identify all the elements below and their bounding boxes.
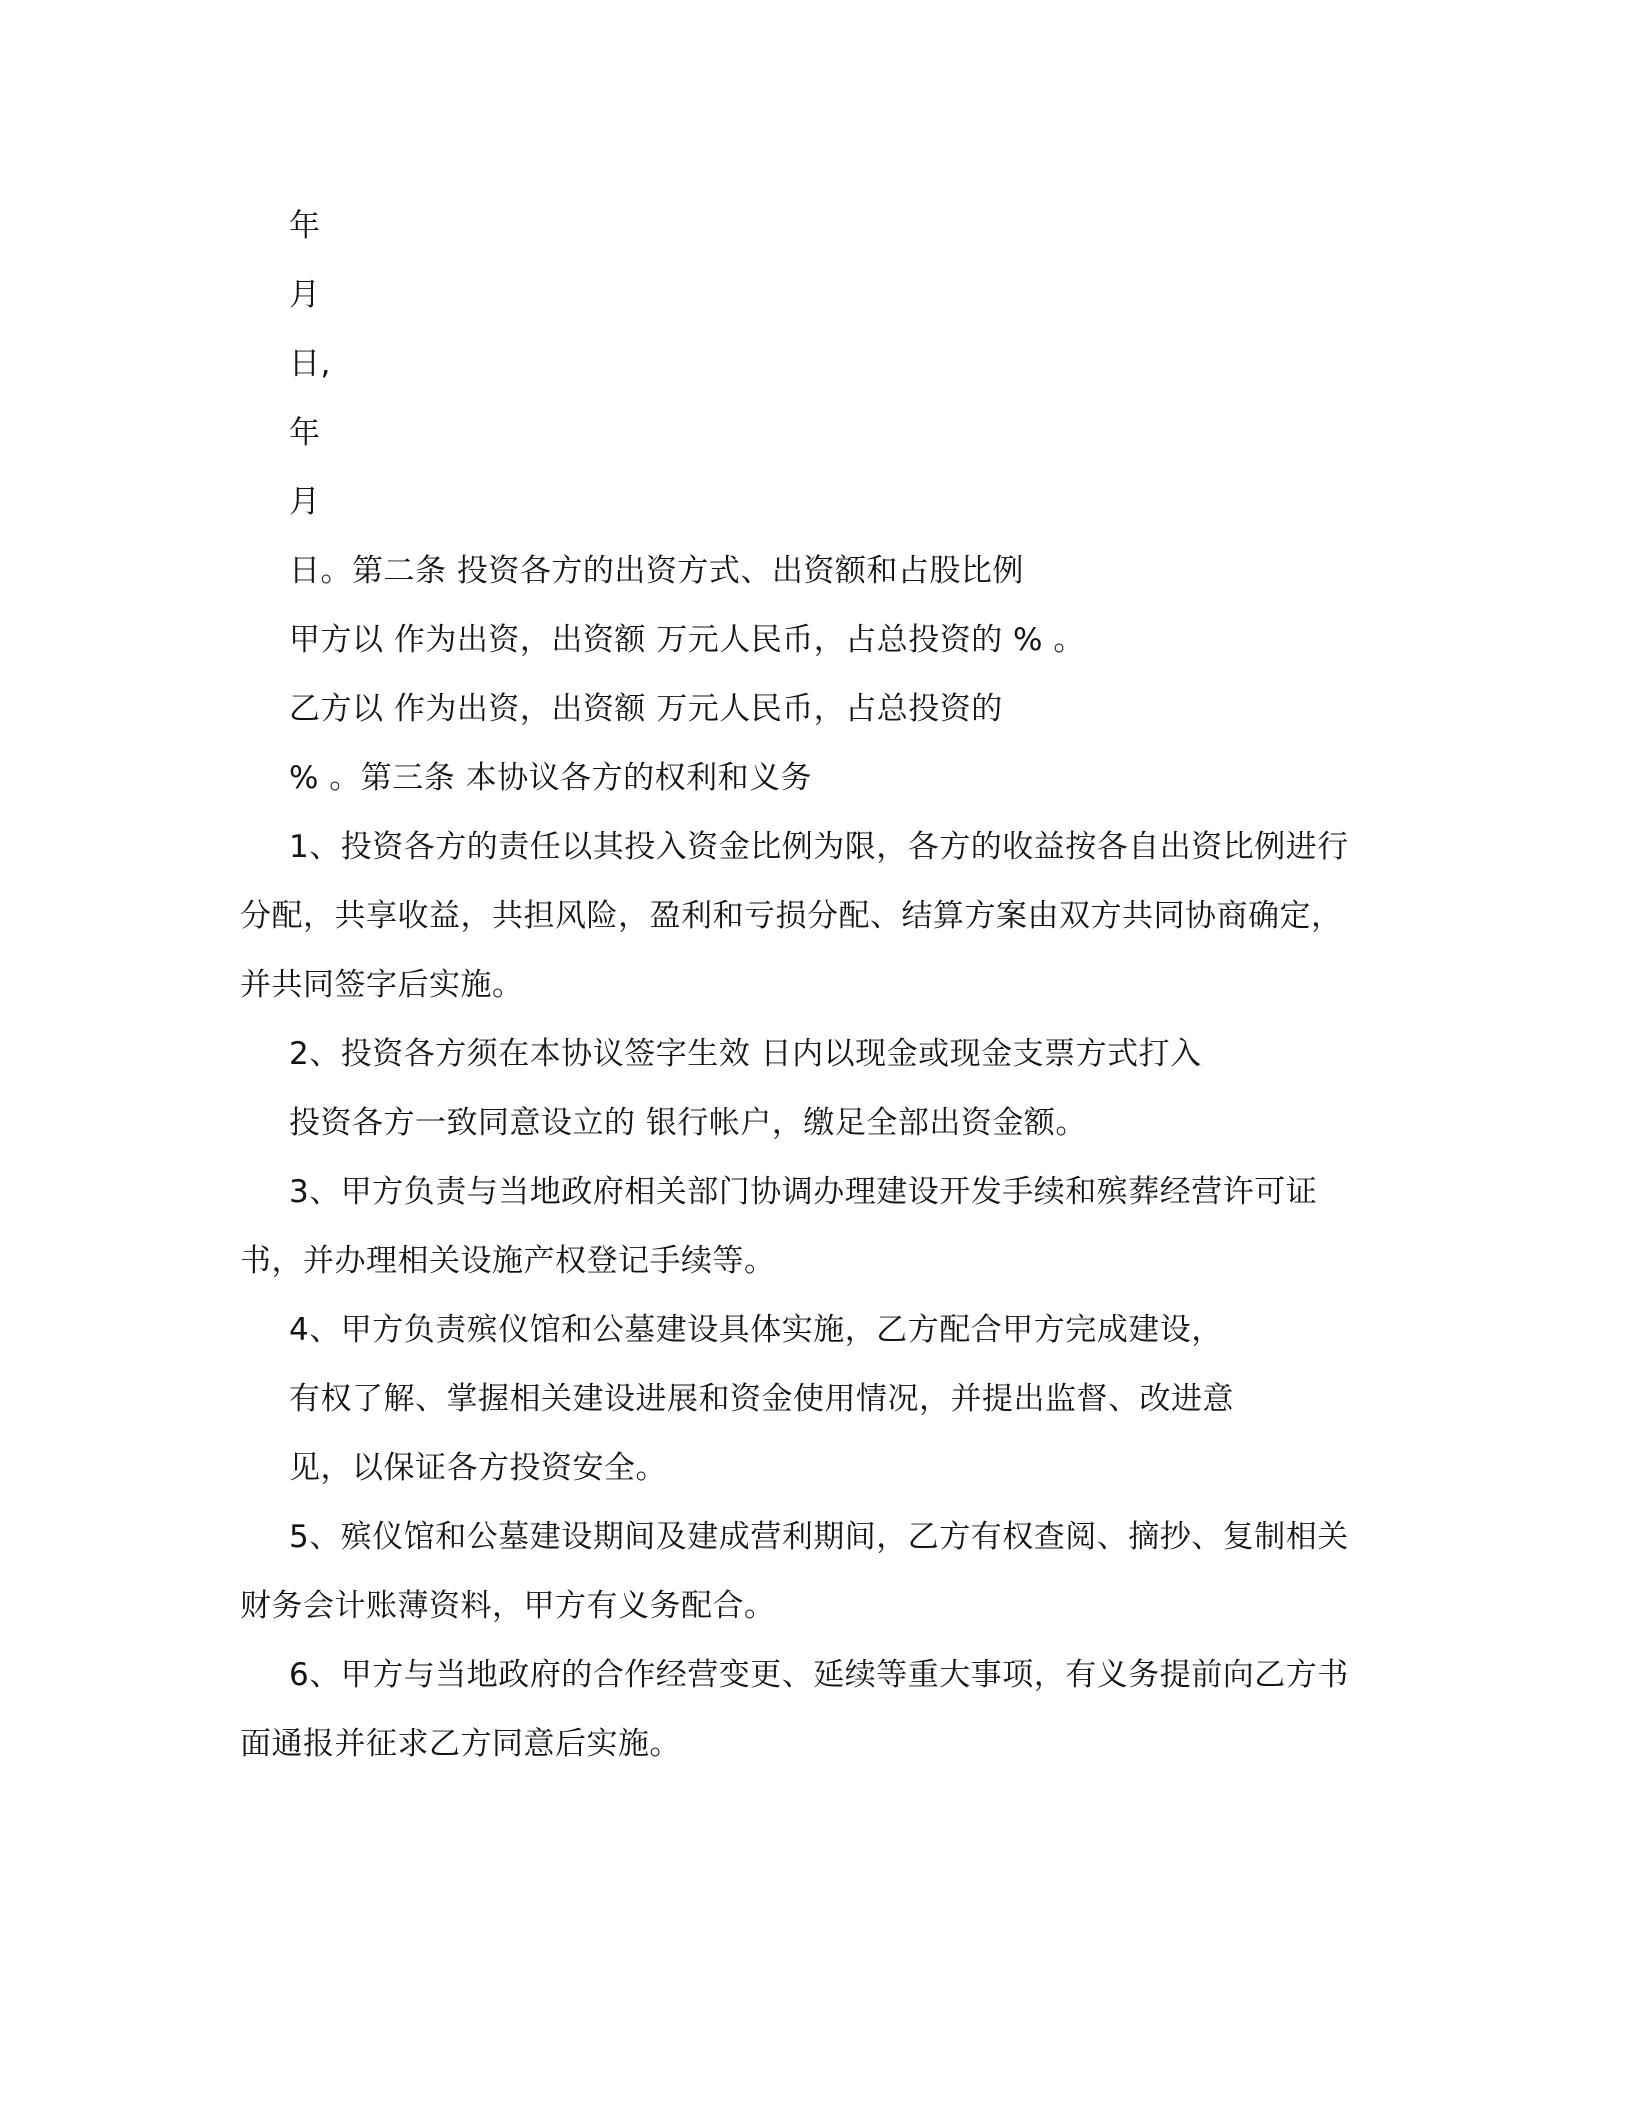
clause-4-line-2: 有权了解、掌握相关建设进展和资金使用情况，并提出监督、改进意 <box>289 1381 1234 1417</box>
clause-2-line-2: 投资各方一致同意设立的 银行帐户，缴足全部出资金额。 <box>289 1105 1087 1141</box>
clause-1-line-1: 1、投资各方的责任以其投入资金比例为限，各方的收益按各自出资比例进行 <box>289 829 1349 865</box>
clause-4-line-3: 见，以保证各方投资安全。 <box>289 1450 667 1486</box>
clause-3-line-1: 3、甲方负责与当地政府相关部门协调办理建设开发手续和殡葬经营许可证 <box>289 1174 1318 1210</box>
clause-6-line-1: 6、甲方与当地政府的合作经营变更、延续等重大事项，有义务提前向乙方书 <box>289 1657 1349 1693</box>
date-line-month: 月 <box>289 277 321 313</box>
clause-5-line-2: 财务会计账薄资料，甲方有义务配合。 <box>240 1588 776 1624</box>
article-2-heading-line: 日。第二条 投资各方的出资方式、出资额和占股比例 <box>289 553 1024 589</box>
clause-4-line-1: 4、甲方负责殡仪馆和公墓建设具体实施，乙方配合甲方完成建设， <box>289 1312 1223 1348</box>
party-b-contribution-line: 乙方以 作为出资，出资额 万元人民币，占总投资的 <box>289 691 1003 727</box>
clause-1-line-2: 分配，共享收益，共担风险，盈利和亏损分配、结算方案由双方共同协商确定， <box>240 898 1343 934</box>
clause-5-line-1: 5、殡仪馆和公墓建设期间及建成营利期间，乙方有权查阅、摘抄、复制相关 <box>289 1519 1349 1555</box>
date-line-month-2: 月 <box>289 484 321 520</box>
date-line-day: 日, <box>289 346 331 382</box>
party-a-contribution-line: 甲方以 作为出资，出资额 万元人民币，占总投资的 % 。 <box>289 622 1085 658</box>
date-line-year: 年 <box>289 208 321 244</box>
date-line-year-2: 年 <box>289 415 321 451</box>
clause-2-line-1: 2、投资各方须在本协议签字生效 日内以现金或现金支票方式打入 <box>289 1036 1202 1072</box>
clause-3-line-2: 书，并办理相关设施产权登记手续等。 <box>240 1243 776 1279</box>
clause-1-line-3: 并共同签字后实施。 <box>240 967 524 1003</box>
clause-6-line-2: 面通报并征求乙方同意后实施。 <box>240 1726 681 1762</box>
article-3-heading-line: % 。第三条 本协议各方的权利和义务 <box>289 760 813 796</box>
